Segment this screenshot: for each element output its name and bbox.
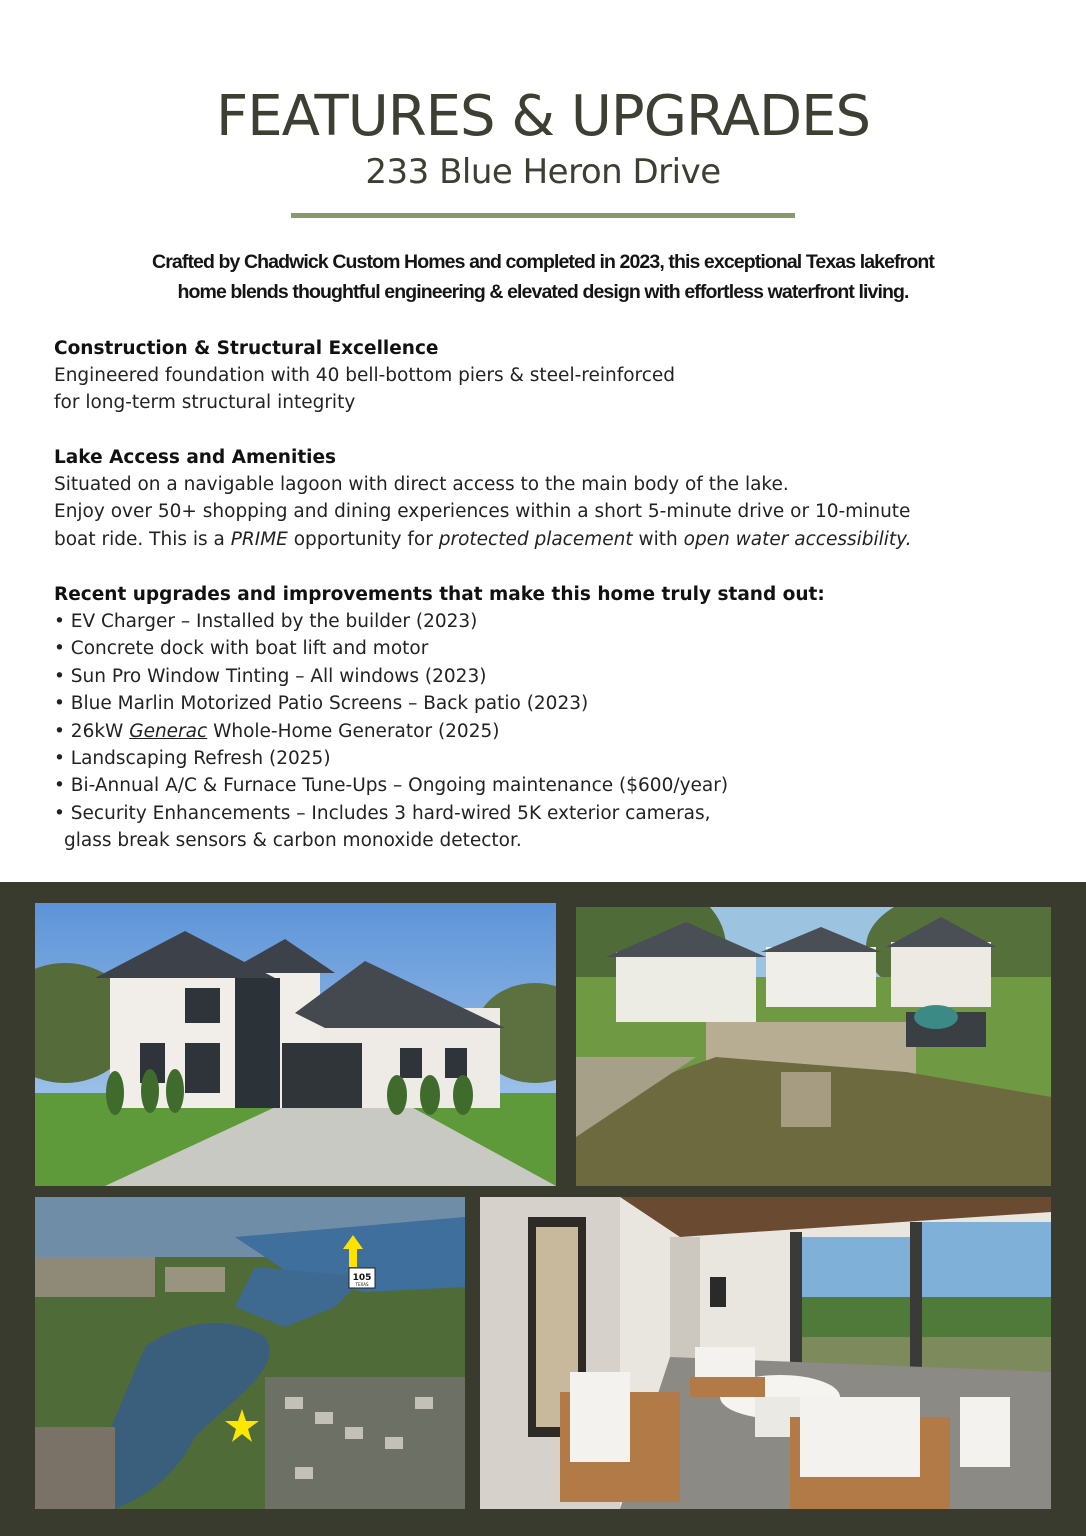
upgrades-list [54, 608, 1054, 855]
title-divider [291, 213, 795, 218]
lake-heading: Lake Access and Amenities [54, 447, 337, 468]
construction-line-2: for long-term structural integrity [54, 392, 356, 414]
lake-line-2: Enjoy over 50+ shopping and dining experiences within a short 5-minute drive or 10-minute [54, 501, 911, 523]
lake-line-3-part-b: opportunity for [287, 528, 439, 550]
construction-section [54, 335, 1054, 417]
front-exterior-photo [35, 903, 556, 1186]
generac-brand: Generac [129, 720, 208, 742]
lake-line-1: Situated on a navigable lagoon with direct access to the main body of the lake. [54, 474, 789, 495]
list-item: • Bi-Annual A/C & Furnace Tune-Ups – Ongoing maintenance ($600/year) [54, 775, 729, 797]
list-item: • Landscaping Refresh (2025) [54, 748, 331, 770]
upgrades-heading: Recent upgrades and improvements that make this home truly stand out: [54, 584, 825, 605]
generator-prefix: • 26kW [54, 720, 130, 742]
lake-line-3-part-a: boat ride. This is a [54, 528, 231, 550]
list-item: • EV Charger – Installed by the builder (2023) [54, 611, 478, 632]
lake-section [54, 444, 1054, 553]
page-title: FEATURES & UPGRADES [215, 84, 870, 149]
list-item: • Security Enhancements – Includes 3 hard-wired 5K exterior cameras, [54, 802, 711, 824]
list-item-generator [54, 718, 1054, 745]
property-address: 233 Blue Heron Drive [365, 152, 721, 192]
screened-patio-photo [480, 1197, 1051, 1509]
prime-emphasis: PRIME [230, 528, 288, 550]
open-water-emphasis: open water accessibility. [683, 528, 912, 550]
list-item-continuation: glass break sensors & carbon monoxide detector. [64, 830, 522, 852]
construction-heading: Construction & Structural Excellence [54, 338, 439, 359]
photo-gallery [0, 882, 1086, 1536]
lake-line-3 [54, 526, 1054, 553]
upgrades-section [54, 581, 1054, 855]
lake-line-3-part-c: with [632, 528, 684, 550]
list-item: • Blue Marlin Motorized Patio Screens – Back patio (2023) [54, 693, 589, 715]
generator-suffix: Whole-Home Generator (2025) [207, 720, 500, 742]
aerial-map-photo [35, 1197, 465, 1509]
protected-placement-emphasis: protected placement [438, 528, 633, 550]
backyard-lagoon-photo [576, 907, 1051, 1186]
list-item: • Concrete dock with boat lift and motor [54, 638, 429, 660]
intro-line-2: home blends thoughtful engineering & elevated design with effortless waterfront living. [177, 281, 909, 303]
highway-state: TEXAS [355, 1282, 369, 1287]
construction-line-1: Engineered foundation with 40 bell-bottom piers & steel-reinforced [54, 365, 676, 386]
intro-line-1: Crafted by Chadwick Custom Homes and completed in 2023, this exceptional Texas lakefront [152, 251, 934, 273]
highway-number: 105 [352, 1273, 372, 1283]
intro-paragraph [40, 247, 1046, 307]
list-item: • Sun Pro Window Tinting – All windows (2023) [54, 665, 487, 687]
